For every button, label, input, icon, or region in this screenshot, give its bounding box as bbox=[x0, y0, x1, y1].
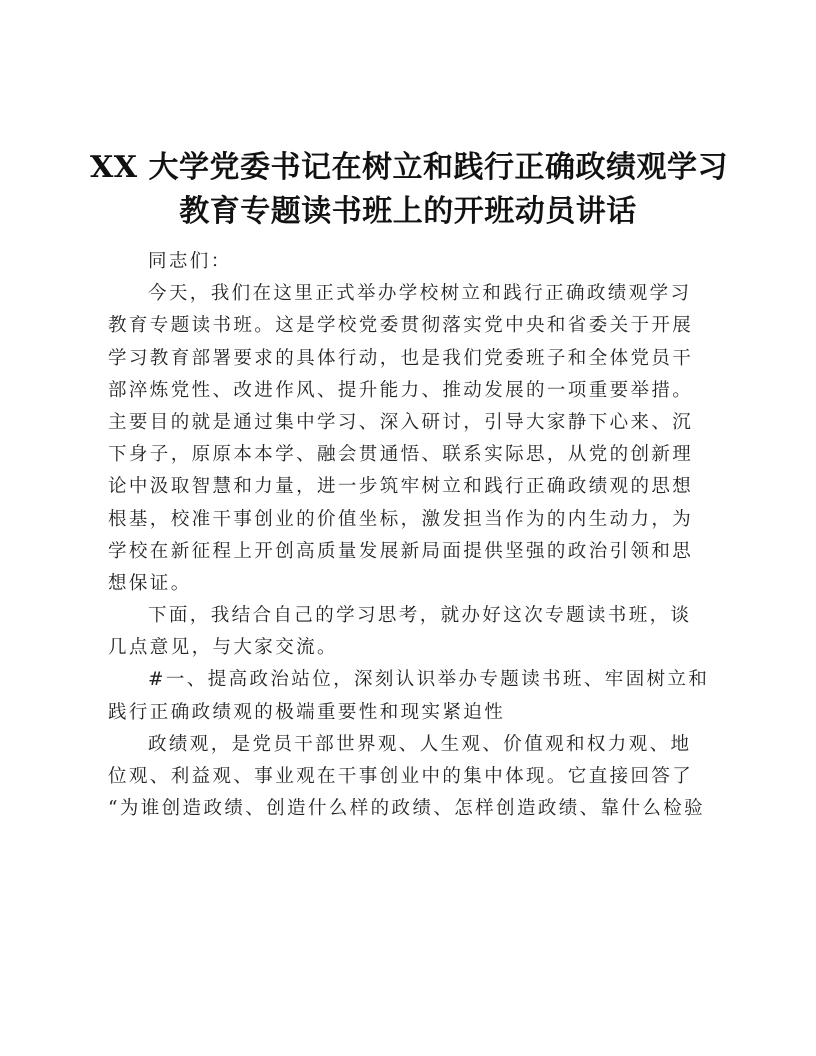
paragraph-line: 根基，校准干事创业的价值坐标，激发担当作为的内生动力，为 bbox=[108, 508, 694, 530]
title-line: 教育专题读书班上的开班动员讲话 bbox=[179, 194, 637, 229]
paragraph-line: 今天，我们在这里正式举办学校树立和践行正确政绩观学习 bbox=[148, 283, 692, 305]
paragraph-line: 政绩观，是党员干部世界观、人生观、价值观和权力观、地 bbox=[148, 733, 692, 755]
title-line: XX 大学党委书记在树立和践行正确政绩观学习 bbox=[90, 150, 728, 185]
salutation: 同志们： bbox=[148, 251, 232, 272]
paragraph-line: “为谁创造政绩、创造什么样的政绩、怎样创造政绩、靠什么检验 bbox=[108, 798, 706, 820]
section-heading-line: 践行正确政绩观的极端重要性和现实紧迫性 bbox=[108, 701, 506, 723]
paragraph-line: 想保证。 bbox=[108, 572, 192, 594]
paragraph-line: 学习教育部署要求的具体行动，也是我们党委班子和全体党员干 bbox=[108, 347, 694, 369]
section-heading-line: #一、提高政治站位，深刻认识举办专题读书班、牢固树立和 bbox=[148, 669, 710, 691]
paragraph-line: 学校在新征程上开创高质量发展新局面提供坚强的政治引领和思 bbox=[108, 540, 694, 562]
paragraph-line: 下面，我结合自己的学习思考，就办好这次专题读书班，谈 bbox=[148, 605, 692, 627]
paragraph-line: 论中汲取智慧和力量，进一步筑牢树立和践行正确政绩观的思想 bbox=[108, 476, 694, 498]
paragraph-line: 主要目的就是通过集中学习、深入研讨，引导大家静下心来、沉 bbox=[108, 411, 694, 433]
document-title bbox=[90, 146, 726, 234]
paragraph-line: 位观、利益观、事业观在干事创业中的集中体现。它直接回答了 bbox=[108, 766, 694, 787]
paragraph-line: 部淬炼党性、改进作风、提升能力、推动发展的一项重要举措。 bbox=[108, 379, 694, 401]
document-body bbox=[108, 246, 712, 825]
paragraph-line: 教育专题读书班。这是学校党委贯彻落实党中央和省委关于开展 bbox=[108, 315, 694, 337]
paragraph-line: 下身子，原原本本学、融会贯通悟、联系实际思，从党的创新理 bbox=[108, 444, 694, 466]
paragraph-line: 几点意见，与大家交流。 bbox=[108, 637, 338, 659]
